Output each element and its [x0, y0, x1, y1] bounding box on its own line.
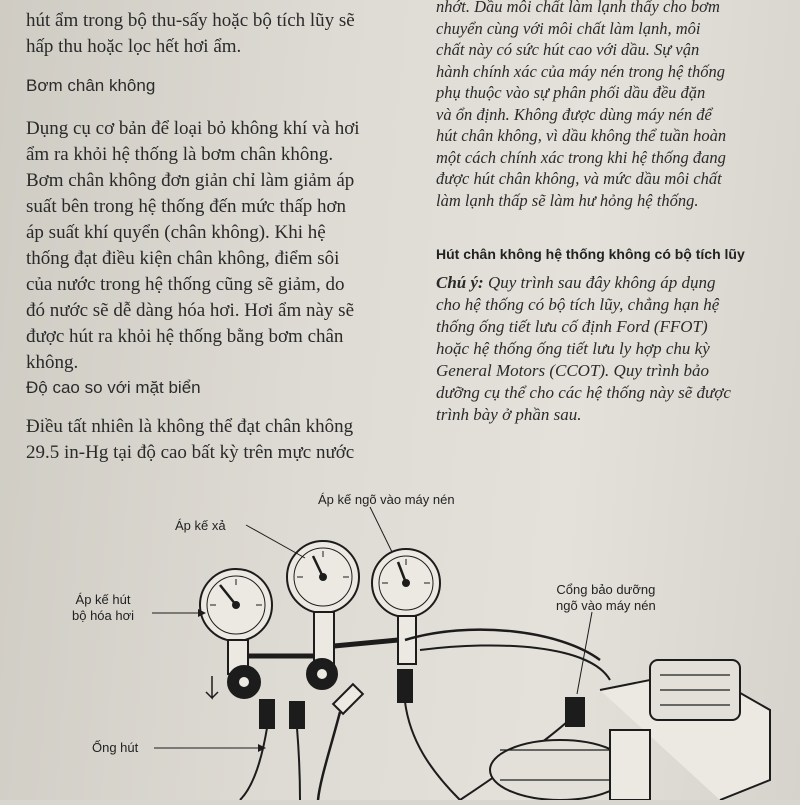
- label-suction-gauge-line2: bộ hóa hơi: [72, 608, 135, 623]
- label-suction-hose: Ống hút: [92, 740, 139, 755]
- intro-line-2: hấp thu hoặc lọc hết hơi ẩm.: [26, 36, 242, 57]
- paragraph-vacuum-pump: [26, 116, 426, 376]
- note-line-2: cho hệ thống có bộ tích lũy, chẳng hạn hệ: [436, 295, 720, 314]
- vacuum-line-2: ẩm ra khỏi hệ thống là bơm chân không.: [26, 144, 334, 165]
- oil-line-8: một cách chính xác trong khi hệ thống đang: [436, 147, 726, 167]
- note-label: Chú ý:: [436, 273, 484, 292]
- vacuum-line-3: Bơm chân không đơn giản chỉ làm giảm áp: [26, 170, 355, 191]
- oil-line-9: được hút chân không, và mức dầu môi chất: [436, 169, 722, 188]
- oil-line-1: nhớt. Dầu môi chất làm lạnh thấy cho bơm: [436, 0, 720, 16]
- vacuum-line-5: áp suất khí quyển (chân không). Khi hệ: [26, 222, 326, 243]
- oil-line-7: hút chân không, vì dầu không thể tuần hoàn: [436, 126, 727, 145]
- oil-line-2: chuyển cùng với môi chất làm lạnh, môi: [436, 18, 701, 38]
- vacuum-line-6: thống đạt điều kiện chân không, điểm sôi: [26, 248, 340, 269]
- oil-line-6: và ổn định. Không được dùng máy nén để: [436, 104, 712, 124]
- heading-vacuum-pump: Bơm chân không: [26, 76, 156, 95]
- label-discharge-gauge: Áp kế xả: [175, 518, 226, 533]
- vacuum-line-9: được hút ra khỏi hệ thống bằng bơm chân: [26, 326, 344, 347]
- note-line-4: hoặc hệ thống ống tiết lưu ly hợp chu kỳ: [436, 339, 710, 358]
- label-suction-gauge-line1: Áp kế hút: [75, 592, 131, 607]
- note-line-5: General Motors (CCOT). Quy trình bảo: [436, 361, 709, 380]
- intro-line-1: hút ẩm trong bộ thu-sấy hoặc bộ tích lũy sẽ: [26, 10, 355, 31]
- note-line-1: [436, 272, 788, 294]
- note-line-3: thống ống tiết lưu cố định Ford (FFOT): [436, 317, 708, 336]
- altitude-line-1: Điều tất nhiên là không thể đạt chân không: [26, 416, 354, 437]
- oil-line-10: làm lạnh thấp sẽ làm hư hỏng hệ thống.: [436, 190, 699, 210]
- altitude-line-2: 29.5 in-Hg tại độ cao bất kỳ trên mực nước: [26, 442, 355, 463]
- vacuum-line-1: Dụng cụ cơ bản để loại bỏ không khí và hơi: [26, 118, 360, 139]
- oil-line-3: chất này có sức hút cao với dầu. Sự vận: [436, 40, 700, 59]
- note-block: [436, 272, 788, 426]
- vacuum-line-10: không.: [26, 352, 79, 373]
- paragraph-altitude: [26, 414, 426, 466]
- oil-line-4: hành chính xác của máy nén trong hệ thống: [436, 61, 725, 81]
- heading-altitude: Độ cao so với mặt biển: [26, 378, 201, 397]
- vacuum-line-7: của nước trong hệ thống cũng sẽ giảm, do: [26, 274, 345, 295]
- oil-line-5: phụ thuộc vào sự phân phối dầu đều đặn: [436, 83, 706, 102]
- note-line-1-text: Quy trình sau đây không áp dụng: [483, 273, 716, 292]
- vacuum-line-8: đó nước sẽ dễ dàng hóa hơi. Hơi ẩm này sẽ: [26, 300, 355, 321]
- vacuum-line-4: suất bên trong hệ thống đến mức thấp hơn: [26, 196, 347, 217]
- note-line-6: dưỡng cụ thể cho các hệ thống này sẽ được: [436, 383, 731, 402]
- note-line-7: trình bày ở phần sau.: [436, 405, 582, 424]
- label-service-port-line2: ngõ vào máy nén: [556, 598, 656, 613]
- manifold-gauge-figure: [0, 480, 800, 800]
- label-suction-gauge: [72, 592, 134, 624]
- heading-no-accumulator: Hút chân không hệ thống không có bộ tích lũy: [436, 246, 745, 262]
- paragraph-compressor-oil: [436, 0, 788, 211]
- label-service-port-line1: Cổng bảo dưỡng: [556, 582, 656, 597]
- label-service-port: [556, 582, 656, 614]
- label-inlet-gauge: Áp kế ngõ vào máy nén: [318, 492, 455, 507]
